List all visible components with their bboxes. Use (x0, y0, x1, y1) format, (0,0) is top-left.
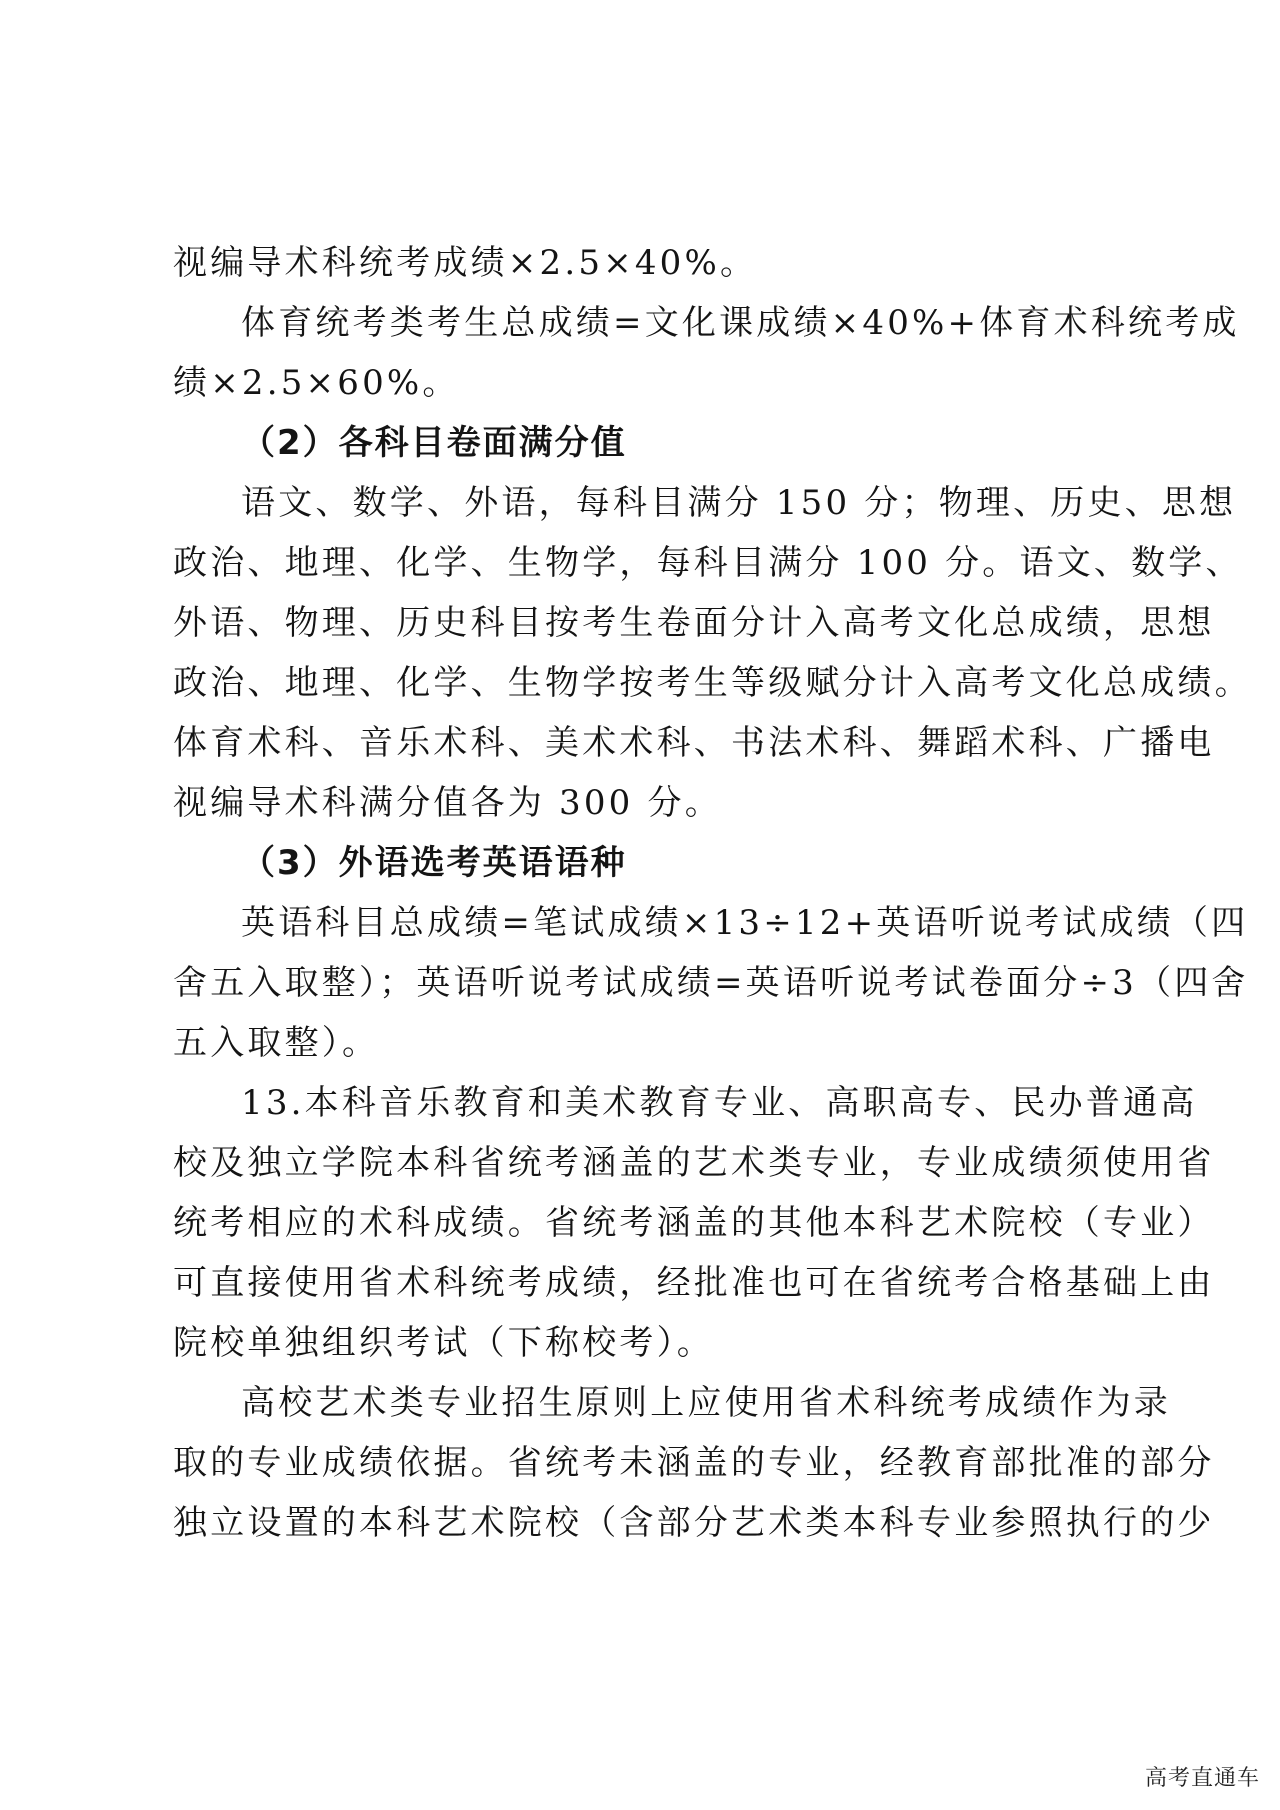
text-line: 视编导术科统考成绩×2.5×40%。 (173, 243, 758, 283)
section-heading: （2）各科目卷面满分值 (241, 423, 627, 463)
text-line: 独立设置的本科艺术院校（含部分艺术类本科专业参照执行的少 (173, 1503, 1215, 1543)
text-line: 可直接使用省术科统考成绩，经批准也可在省统考合格基础上由 (173, 1263, 1215, 1303)
text-line: 体育术科、音乐术科、美术术科、书法术科、舞蹈术科、广播电 (173, 723, 1215, 763)
text-line: 舍五入取整）；英语听说考试成绩=英语听说考试卷面分÷3（四舍 (173, 963, 1249, 1003)
section-heading: （3）外语选考英语语种 (241, 843, 627, 883)
watermark-label: 高考直通车 (1144, 1766, 1260, 1791)
text-line: 高校艺术类专业招生原则上应使用省术科统考成绩作为录 (241, 1383, 1171, 1423)
text-line: 绩×2.5×60%。 (173, 363, 460, 403)
text-line: 政治、地理、化学、生物学，每科目满分 100 分。语文、数学、 (173, 543, 1243, 583)
text-line: 取的专业成绩依据。省统考未涵盖的专业，经教育部批准的部分 (173, 1443, 1215, 1483)
text-line: 外语、物理、历史科目按考生卷面分计入高考文化总成绩，思想 (173, 603, 1215, 643)
text-line: 统考相应的术科成绩。省统考涵盖的其他本科艺术院校（专业） (173, 1203, 1215, 1243)
text-line: 视编导术科满分值各为 300 分。 (173, 783, 722, 823)
text-line: 院校单独组织考试（下称校考）。 (173, 1323, 714, 1363)
text-line: 体育统考类考生总成绩=文化课成绩×40%+体育术科统考成 (241, 303, 1240, 343)
text-line: 校及独立学院本科省统考涵盖的艺术类专业，专业成绩须使用省 (173, 1143, 1215, 1183)
text-line: 英语科目总成绩=笔试成绩×13÷12+英语听说考试成绩（四 (241, 903, 1249, 943)
text-line: 语文、数学、外语，每科目满分 150 分；物理、历史、思想 (241, 483, 1237, 523)
text-line: 13.本科音乐教育和美术教育专业、高职高专、民办普通高 (241, 1083, 1198, 1123)
text-line: 五入取整）。 (173, 1023, 380, 1063)
text-line: 政治、地理、化学、生物学按考生等级赋分计入高考文化总成绩。 (173, 663, 1252, 703)
